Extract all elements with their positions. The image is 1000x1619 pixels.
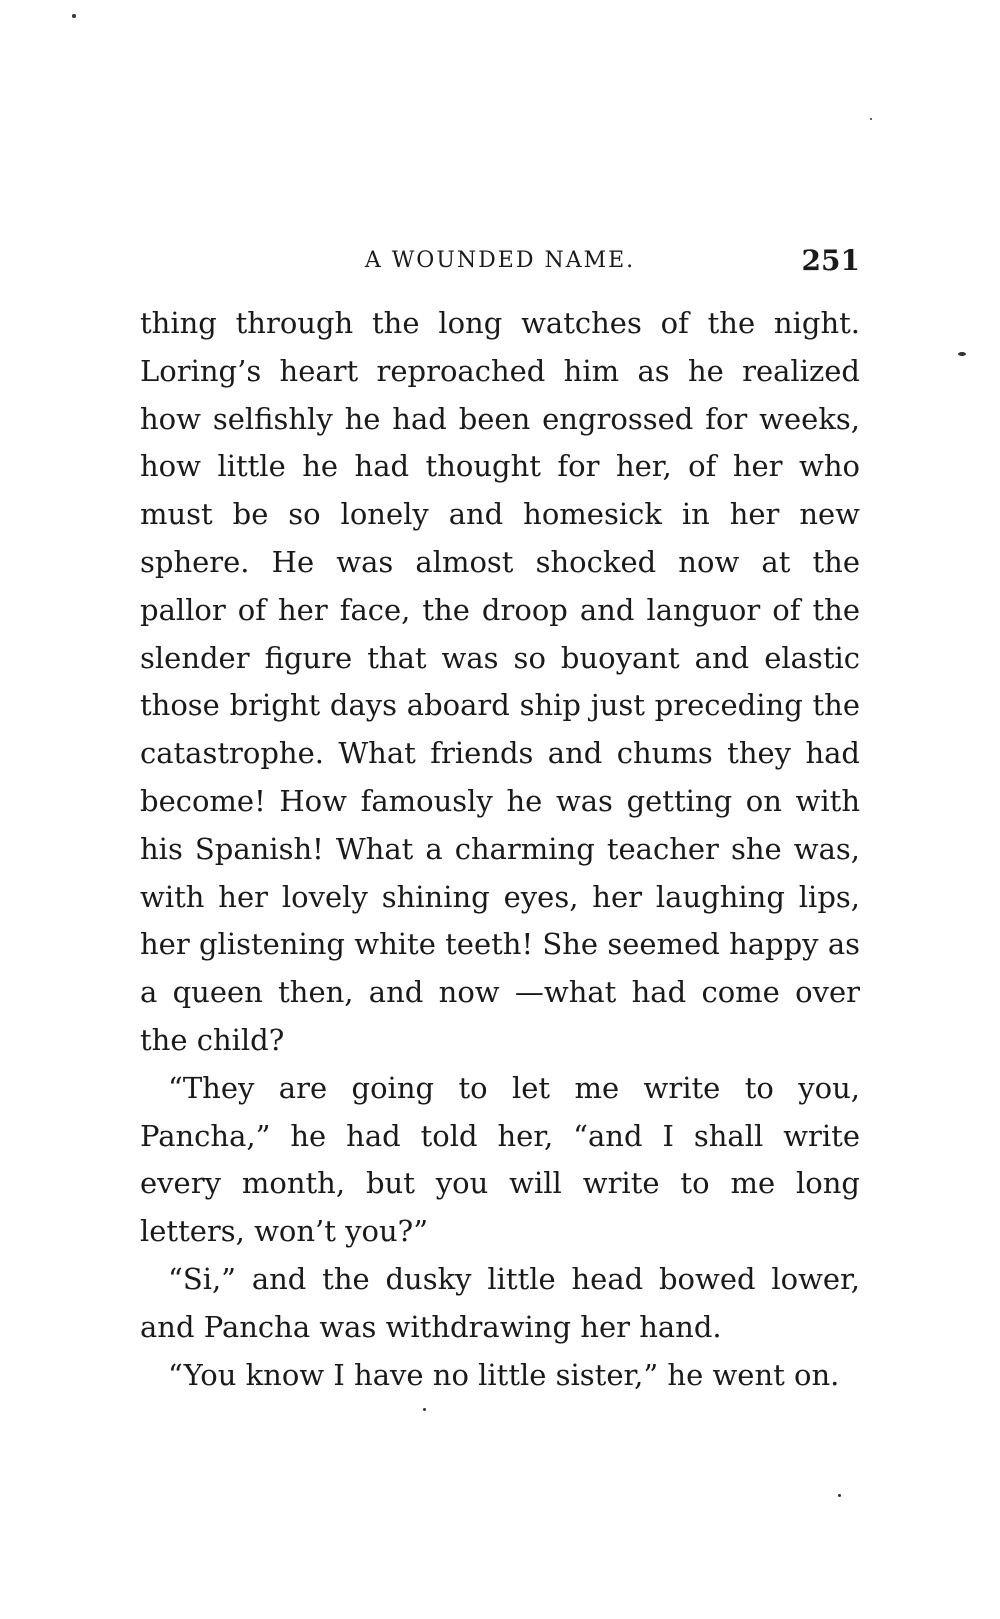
scan-speck	[870, 118, 872, 120]
paragraph-2: “They are going to let me write to you, Pancha,” he had told her, “and I shall write every month, but you will write to me long letters, won’t you?”	[140, 1070, 860, 1249]
page-number: 251	[801, 244, 860, 277]
body-text	[140, 300, 860, 1399]
paragraph-3: “Si,” and the dusky little head bowed lower, and Pancha was withdrawing her hand.	[140, 1261, 860, 1344]
scan-speck	[423, 1408, 426, 1411]
running-title: A WOUNDED NAME.	[364, 248, 636, 273]
running-head	[140, 244, 860, 284]
paragraph-1: thing through the long watches of the night. Loring’s heart reproached him as he realized how selfishly he had been engrossed for weeks, how little he had thought for her, of her who must be so lonely and homesick in her new sphere. He was almost shocked now at the pallor of her face, the droop and languor of the slender figure that was so buoyant and elastic those bright days aboard ship just preceding the catastrophe. What friends and chums they had become! How famously he was getting on with his Spanish! What a charming teacher she was, with her lovely shining eyes, her laughing lips, her glistening white teeth! She seemed happy as a queen then, and now —what had come over the child?	[140, 306, 860, 1057]
scan-speck	[958, 352, 966, 356]
paragraph-4: “You know I have no little sister,” he went on.	[168, 1357, 840, 1392]
scan-speck	[838, 1494, 841, 1497]
scan-speck	[72, 14, 76, 18]
